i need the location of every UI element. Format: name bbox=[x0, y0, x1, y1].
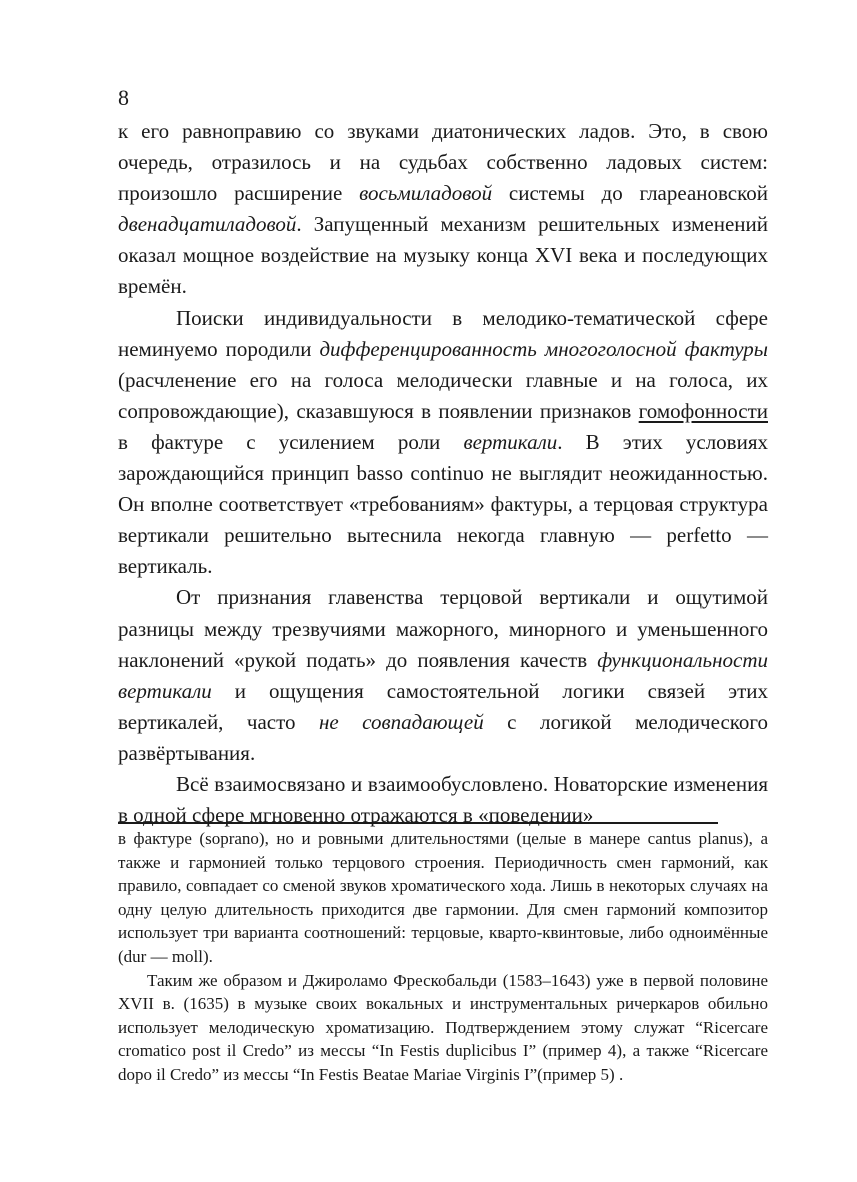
footnotes bbox=[118, 827, 768, 1087]
main-text bbox=[118, 116, 768, 831]
footnote-continuation: в фактуре (soprano), но и ровными длительностями (целые в манере cantus planus), а также и гармонией только терцового строения. Периодичность смен гармоний, как правило, совпадает со сменой звуков хроматического хода. Лишь в некоторых случаях на одну целую длительность приходится две гармонии. Для смен гармоний композитор использует три варианта соотношений: терцовые, кварто-квинтовые, либо одноимённые (dur — moll). bbox=[118, 829, 768, 966]
paragraph-4: Всё взаимосвязано и взаимообусловлено. Новаторские изменения в одной сфере мгновенно отражаются в «поведении» bbox=[118, 771, 768, 828]
footnote-paragraph: Таким же образом и Джироламо Фрескобальди (1583–1643) уже в первой половине XVII в. (1635) в музыке своих вокальных и инструментальных ричеркаров обильно использует мелодическую хроматизацию. Подтверждением этому служат “Ricercare cromatico post il Credo” из мессы “In Festis duplicibus I” (пример 4), а также “Ricercare dopo il Credo” из мессы “In Festis Beatae Mariae Virginis I”(пример 5) . bbox=[118, 970, 768, 1084]
emphasis-term: не совпадающей bbox=[318, 709, 484, 734]
paragraph-1: к его равноправию со звуками диатонических ладов. Это, в свою очередь, отразилось и на судьбах собственно ладовых систем: произошло расширение восьмиладовой системы до глареановской двенадцатиладовой. Запущенный механизм решительных изменений оказал мощное воздействие на музыку конца XVI века и последующих времён. bbox=[118, 119, 768, 299]
paragraph-3: От признания главенства терцовой вертикали и ощутимой разницы между трезвучиями мажорного, минорного и уменьшенного наклонений «рукой подать» до появления качеств функциональности вертикали и ощущения самостоятельной логики связей этих вертикалей, часто не совпадающей с логикой мелодического развёртывания. bbox=[118, 585, 768, 765]
emphasis-term: двенадцатиладовой bbox=[118, 212, 297, 237]
footnote-divider bbox=[118, 822, 718, 824]
underlined-term: гомофонности bbox=[638, 398, 768, 423]
emphasis-term: восьмиладовой bbox=[359, 181, 493, 206]
emphasis-term: дифференцированность многоголосной фактуры bbox=[319, 336, 768, 361]
page-number: 8 bbox=[118, 85, 129, 110]
emphasis-term: вертикали bbox=[463, 429, 558, 454]
paragraph-2: Поиски индивидуальности в мелодико-тематической сфере неминуемо породили дифференцированность многоголосной фактуры (расчленение его на голоса мелодически главные и на голоса, их сопровождающие), сказавшуюся в появлении признаков гомофонности в фактуре с усилением роли вертикали. В этих условиях зарождающийся принцип basso continuo не выглядит неожиданностью. Он вполне соответствует «требованиям» фактуры, а терцовая структура вертикали решительно вытеснила некогда главную — perfetto — вертикаль. bbox=[118, 305, 768, 579]
emphasis-term: функциональности вертикали bbox=[118, 647, 768, 703]
